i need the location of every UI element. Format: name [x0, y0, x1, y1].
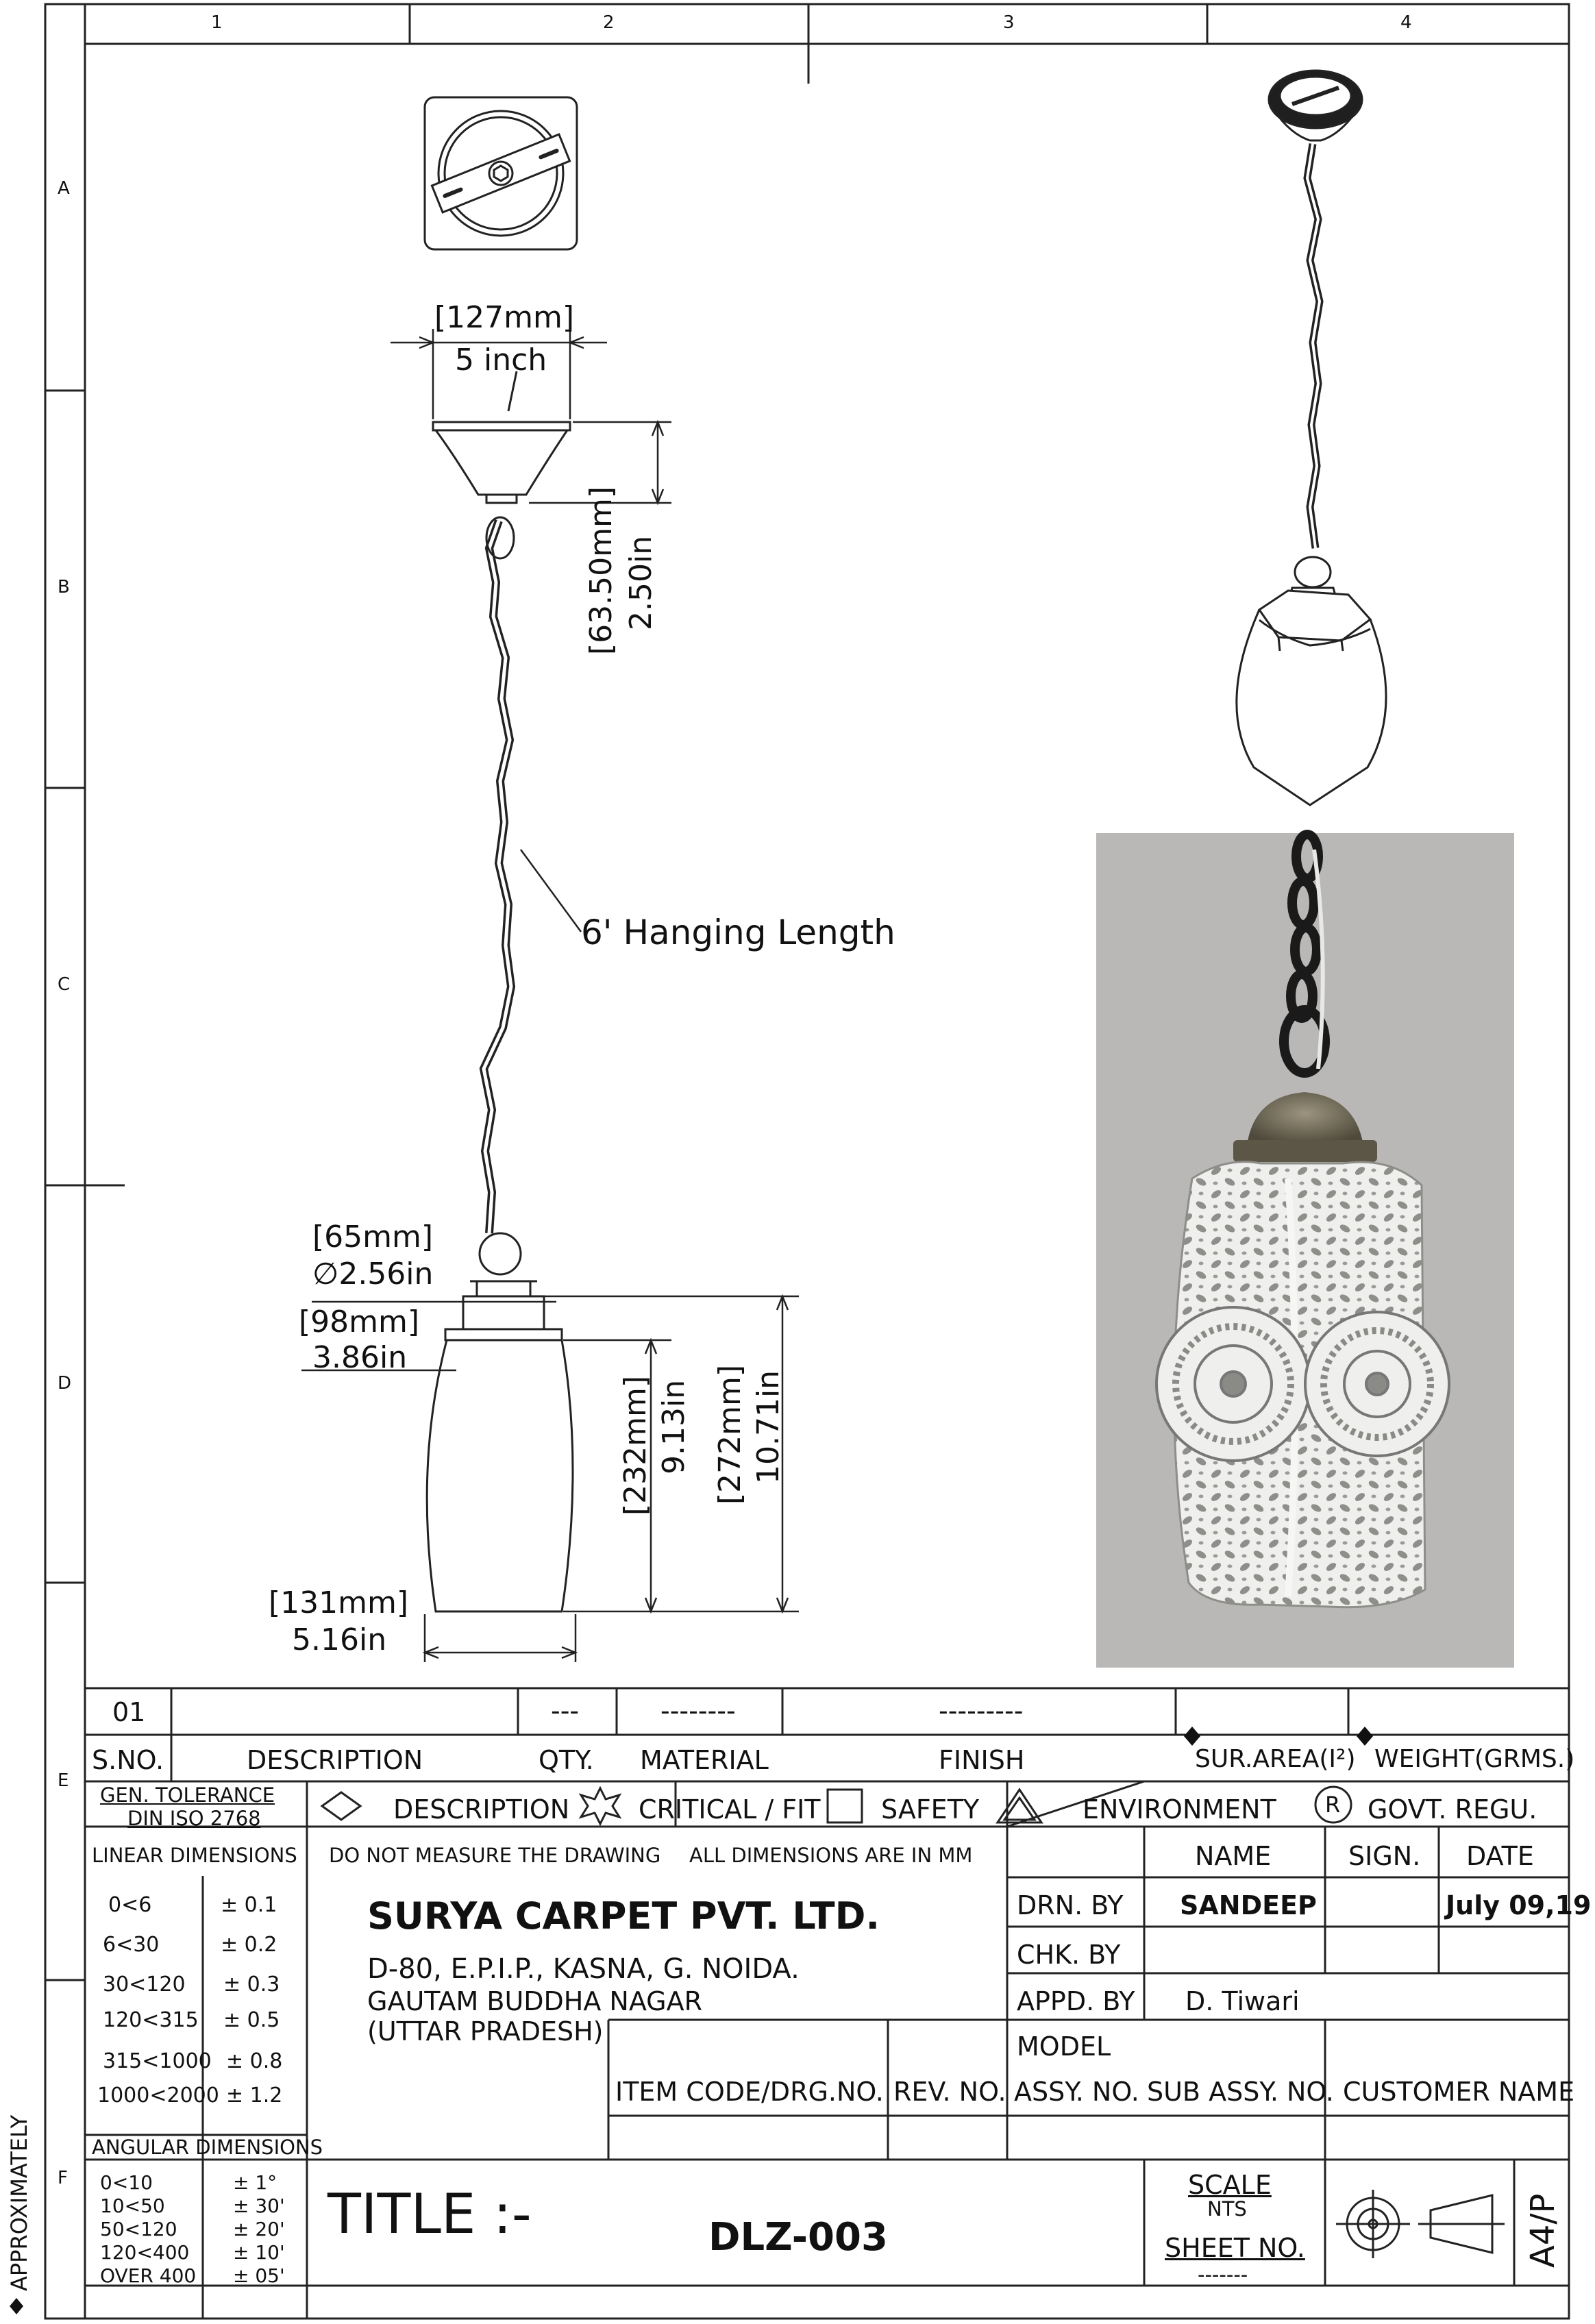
ring-dia-mm: [65mm] [312, 1220, 434, 1254]
signoff-header-name: NAME [1195, 1841, 1272, 1871]
linear-dimensions-label: LINEAR DIMENSIONS [92, 1844, 297, 1867]
linear-tol-3: ± 0.3 [223, 1973, 280, 1997]
angular-tol-3: ± 20' [233, 2218, 285, 2240]
canopy-width-in: 5 inch [455, 343, 547, 378]
bom-header-description: DESCRIPTION [247, 1745, 423, 1775]
signoff-header-date: DATE [1466, 1841, 1534, 1871]
drn-by-name: SANDEEP [1180, 1890, 1317, 1920]
angular-range-2: 10<50 [100, 2195, 165, 2217]
linear-range-5: 315<1000 [103, 2049, 212, 2073]
angular-dimensions-label: ANGULAR DIMENSIONS [92, 2136, 323, 2159]
sheet-no-value: ------- [1198, 2263, 1248, 2286]
bom-header-qty: QTY. [539, 1745, 594, 1775]
shade-width-mm: [131mm] [269, 1585, 409, 1620]
zone-row-f: F [58, 2168, 68, 2188]
legend-safety: SAFETY [881, 1794, 980, 1825]
drn-by-label: DRN. BY [1017, 1890, 1124, 1920]
drawing-number: DLZ-003 [708, 2215, 888, 2260]
sub-assy-label: SUB ASSY. NO. [1147, 2077, 1334, 2107]
total-height-in: 10.71in [751, 1370, 786, 1484]
legend-critical: CRITICAL / FIT [639, 1794, 821, 1825]
angular-range-3: 50<120 [100, 2218, 177, 2240]
bom-row-material: -------- [660, 1696, 736, 1726]
zone-col-4: 4 [1400, 12, 1412, 33]
item-code-label: ITEM CODE/DRG.NO. [615, 2077, 884, 2107]
legend-environment: ENVIRONMENT [1083, 1794, 1276, 1825]
legend-govt-symbol: R [1325, 1792, 1341, 1818]
linear-range-3: 30<120 [103, 1973, 186, 1997]
zone-row-c: C [58, 974, 71, 995]
gen-tolerance-label: GEN. TOLERANCE [100, 1783, 275, 1807]
linear-tol-4: ± 0.5 [223, 2008, 280, 2032]
bom-row-qty: --- [551, 1696, 580, 1726]
sheet-size: A4/P [1524, 2193, 1562, 2268]
linear-range-1: 0<6 [108, 1893, 152, 1917]
angular-tol-2: ± 30' [233, 2195, 285, 2217]
assy-no-label: ASSY. NO. [1014, 2077, 1139, 2107]
angular-range-4: 120<400 [100, 2241, 190, 2264]
cap-width-in: 3.86in [312, 1340, 408, 1375]
canopy-width-mm: [127mm] [434, 300, 575, 335]
angular-range-1: 0<10 [100, 2171, 153, 2194]
no-measure-note: DO NOT MEASURE THE DRAWING [329, 1844, 661, 1867]
angular-tol-1: ± 1° [233, 2171, 277, 2194]
canopy-height-in: 2.50in [623, 535, 658, 630]
zone-row-a: A [58, 178, 70, 199]
bom-row-sno: 01 [112, 1697, 146, 1727]
bom-header-sno: S.NO. [92, 1745, 164, 1775]
sheet-no-label: SHEET NO. [1165, 2233, 1305, 2263]
rev-no-label: REV. NO. [893, 2077, 1006, 2107]
din-iso-label: DIN ISO 2768 [127, 1807, 261, 1830]
ring-dia-in: ∅2.56in [312, 1257, 434, 1291]
customer-name-label: CUSTOMER NAME [1343, 2077, 1575, 2107]
linear-range-6: 1000<2000 [97, 2084, 219, 2107]
company-name: SURYA CARPET PVT. LTD. [367, 1894, 880, 1938]
bom-row-finish: --------- [939, 1696, 1024, 1726]
angular-tol-5: ± 05' [233, 2264, 285, 2287]
linear-tol-6: ± 1.2 [226, 2084, 283, 2107]
zone-col-2: 2 [603, 12, 615, 33]
zone-col-1: 1 [211, 12, 223, 33]
company-address-3: (UTTAR PRADESH) [367, 2016, 604, 2047]
linear-range-2: 6<30 [103, 1933, 160, 1957]
linear-tol-5: ± 0.8 [226, 2049, 283, 2073]
all-dims-note: ALL DIMENSIONS ARE IN MM [689, 1844, 973, 1867]
appd-by-label: APPD. BY [1017, 1986, 1135, 2016]
linear-tol-1: ± 0.1 [221, 1893, 277, 1917]
total-height-mm: [272mm] [713, 1364, 747, 1505]
appd-by-name: D. Tiwari [1185, 1986, 1300, 2016]
shade-height-in: 9.13in [656, 1379, 691, 1474]
signoff-header-sign: SIGN. [1348, 1841, 1421, 1871]
scale-value: NTS [1207, 2197, 1247, 2221]
linear-range-4: 120<315 [103, 2008, 199, 2032]
drn-date: July 09,19 [1446, 1890, 1592, 1920]
shade-height-mm: [232mm] [618, 1375, 653, 1516]
legend-description: DESCRIPTION [393, 1794, 570, 1825]
scale-label: SCALE [1188, 2170, 1272, 2200]
zone-col-3: 3 [1003, 12, 1015, 33]
linear-tol-2: ± 0.2 [221, 1933, 277, 1957]
zone-row-d: D [58, 1373, 72, 1394]
title-label: TITLE :- [327, 2182, 532, 2246]
angular-range-5: OVER 400 [100, 2264, 197, 2287]
zone-row-e: E [58, 1770, 69, 1791]
zone-row-b: B [58, 577, 70, 597]
approximately-note: APPROXIMATELY [6, 2114, 32, 2291]
company-address-2: GAUTAM BUDDHA NAGAR [367, 1986, 703, 2016]
product-photo [1096, 833, 1514, 1668]
canopy-height-mm: [63.50mm] [584, 486, 619, 655]
legend-govt: GOVT. REGU. [1368, 1794, 1537, 1825]
bom-header-weight: WEIGHT(GRMS.) [1374, 1745, 1575, 1773]
hanging-length-label: 6' Hanging Length [581, 913, 895, 952]
model-label: MODEL [1017, 2031, 1111, 2062]
cap-width-mm: [98mm] [299, 1305, 420, 1339]
angular-tol-4: ± 10' [233, 2241, 285, 2264]
shade-width-in: 5.16in [292, 1622, 387, 1657]
bom-header-sur-area: SUR.AREA(I²) [1195, 1745, 1356, 1773]
chk-by-label: CHK. BY [1017, 1940, 1121, 1970]
company-address-1: D-80, E.P.I.P., KASNA, G. NOIDA. [367, 1953, 800, 1985]
bom-header-material: MATERIAL [640, 1745, 769, 1775]
bom-header-finish: FINISH [939, 1745, 1025, 1775]
